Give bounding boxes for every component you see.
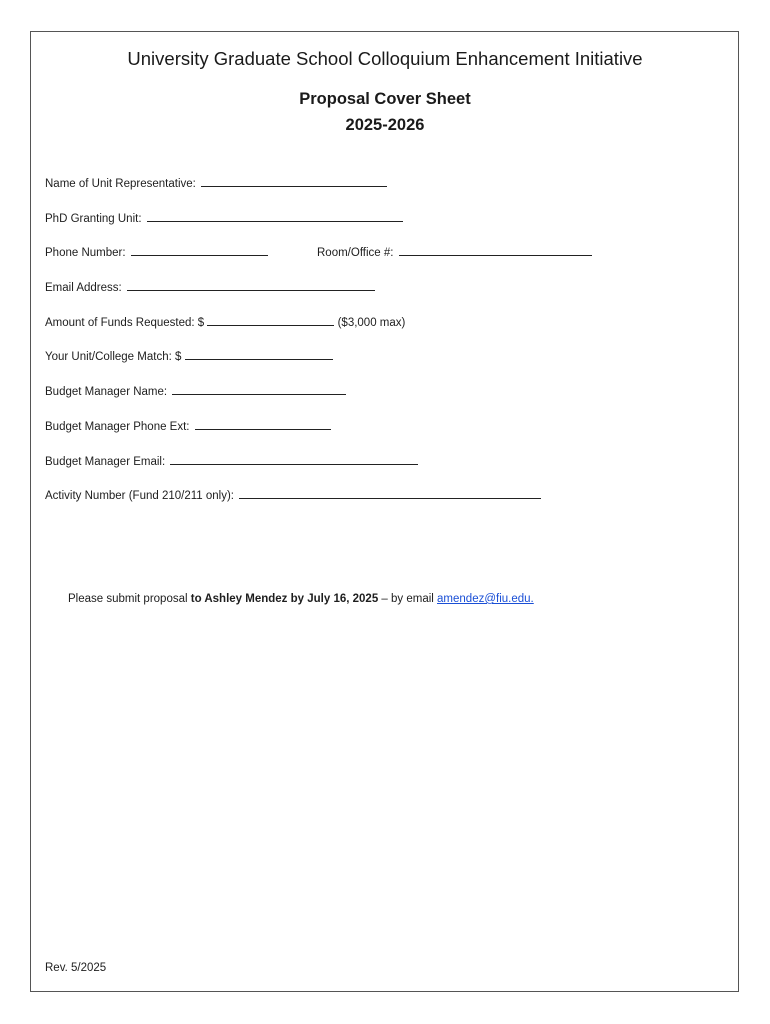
- document-title: University Graduate School Colloquium Enhancement Initiative: [127, 48, 643, 69]
- match-blank[interactable]: [185, 348, 333, 360]
- submission-instructions: [68, 593, 534, 605]
- budget-email-blank[interactable]: [170, 453, 418, 465]
- room-label: Room/Office #:: [317, 247, 394, 259]
- email-field: [45, 279, 375, 294]
- submit-prefix: Please submit proposal: [68, 593, 191, 605]
- phd-unit-label: PhD Granting Unit:: [45, 213, 142, 225]
- phone-field: [45, 244, 268, 259]
- match-label: Your Unit/College Match: $: [45, 351, 182, 363]
- phone-blank[interactable]: [131, 244, 268, 256]
- budget-email-field: [45, 453, 418, 468]
- room-field: [317, 244, 592, 259]
- email-link[interactable]: amendez@fiu.edu.: [437, 593, 534, 605]
- match-field: [45, 348, 333, 363]
- funds-max-note: ($3,000 max): [337, 317, 406, 329]
- revision-note: Rev. 5/2025: [45, 962, 107, 974]
- unit-rep-field: [45, 175, 387, 190]
- document-year: 2025-2026: [345, 116, 425, 134]
- email-blank[interactable]: [127, 279, 375, 291]
- activity-blank[interactable]: [239, 487, 541, 499]
- budget-phone-label: Budget Manager Phone Ext:: [45, 421, 190, 433]
- room-blank[interactable]: [399, 244, 592, 256]
- budget-email-label: Budget Manager Email:: [45, 456, 166, 468]
- unit-rep-blank[interactable]: [201, 175, 387, 187]
- budget-phone-blank[interactable]: [195, 418, 331, 430]
- activity-field: [45, 487, 541, 502]
- funds-label: Amount of Funds Requested: $: [45, 317, 205, 329]
- phd-unit-blank[interactable]: [147, 210, 403, 222]
- phd-unit-field: [45, 210, 403, 225]
- email-label: Email Address:: [45, 282, 122, 294]
- document-subtitle: Proposal Cover Sheet: [299, 90, 471, 108]
- budget-name-field: [45, 383, 346, 398]
- activity-label: Activity Number (Fund 210/211 only):: [45, 490, 234, 502]
- budget-name-label: Budget Manager Name:: [45, 386, 168, 398]
- phone-label: Phone Number:: [45, 247, 126, 259]
- funds-field: [45, 314, 405, 329]
- funds-blank[interactable]: [207, 314, 334, 326]
- budget-name-blank[interactable]: [172, 383, 346, 395]
- budget-phone-field: [45, 418, 331, 433]
- unit-rep-label: Name of Unit Representative:: [45, 178, 196, 190]
- submit-deadline: to Ashley Mendez by July 16, 2025: [190, 593, 379, 605]
- submit-middle: – by email: [378, 593, 438, 605]
